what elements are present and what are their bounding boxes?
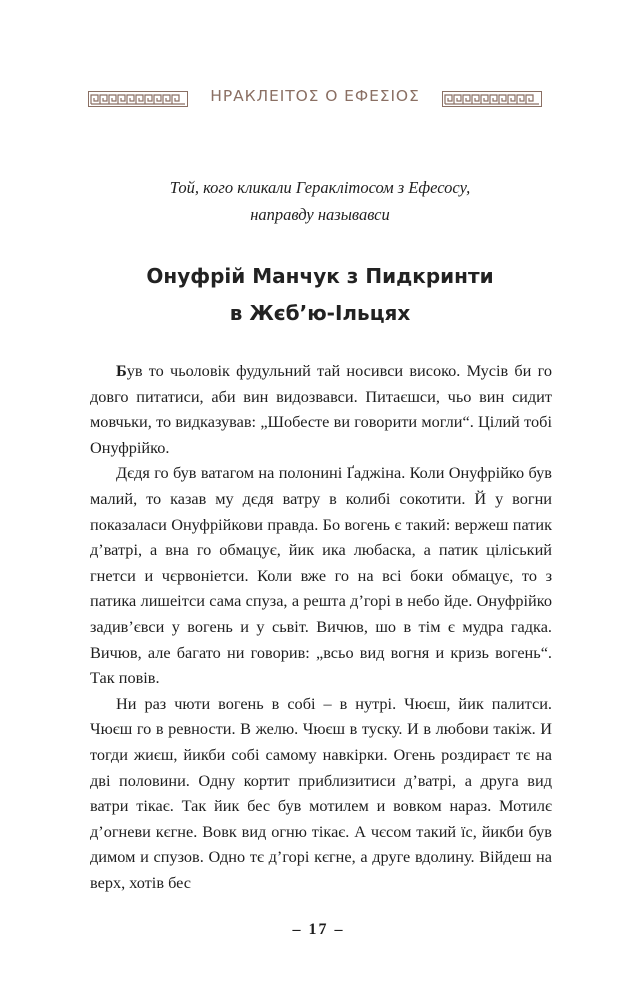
- epigraph-line-1: Той, кого кликали Гераклітосом з Ефесосу,: [169, 178, 471, 197]
- body-text: [90, 358, 552, 895]
- paragraph-3: Ни раз чюти вогень в собі – в нутрі. Чюєш, йик палитси. Чюєш го в ревности. В желю. Чюєш в туску. И в любови такіж. И тогди жиєш, йикби собі самому навкірки. Огень роздираєт тє на дві половини. Одну кортит приблизитиси д’ватрі, а друга вид ватри тікає. Так йик бес був мотилем и вовком нараз. Мотилє д’огневи кєгне. Вовк вид огню тікає. А чєсом такий їс, йикби був димом и спузов. Одно тє д’горі кєгне, а друге вдолину. Війдеш на верх, хотів бес: [90, 693, 552, 892]
- epigraph: [110, 174, 530, 228]
- greek-key-ornament-left-icon: [88, 91, 188, 107]
- paragraph-1: [90, 358, 552, 460]
- chapter-title: [80, 258, 560, 332]
- paragraph-2: Дєдя го був ватагом на полонині Ґаджіна. Коли Онуфрійко був малий, то казав му дєдя ватру в колибі сокотити. Й у вогни показаласи Онуфрійкови правда. Бо вогень є такий: вержеш патик д’ватрі, а вна го обмацує, йик ика любаска, а патик ціліський гнетси и чєрвоніетси. Коли вже го на всі боки обмацує, то з патика лишеітси сама спуза, а решта д’горі в небо йде. Онуфрійко задив’євси у вогень и у сьвіт. Вичюв, шо в тім є мудра гадка. Вичюв, але багато ни говорив: „всьо вид вогня и кризь вогень“. Так повів.: [90, 463, 552, 688]
- running-header: [88, 86, 542, 112]
- paragraph-1-text: ув то чьоловік фудульний тай носивси високо. Мусів би го довго питатиси, аби вин видозвавси. Питаєшси, чьо вин сидит мовчьки, то видказував: „Шобесте ви говорити могли“. Цілий тобі Онуфрійко.: [90, 361, 552, 457]
- running-header-title: НРАКЛЕІТОΣ О ЕФЕΣІОΣ: [210, 87, 420, 105]
- epigraph-line-2: направду называвси: [250, 205, 390, 224]
- chapter-title-line-1: Онуфрій Манчук з Пидкринти: [146, 264, 494, 288]
- greek-key-ornament-right-icon: [442, 91, 542, 107]
- chapter-title-line-2: в Жєб’ю-Ільцях: [229, 301, 411, 325]
- paragraph-1-initial: Б: [116, 361, 127, 380]
- page-number: – 17 –: [292, 921, 345, 938]
